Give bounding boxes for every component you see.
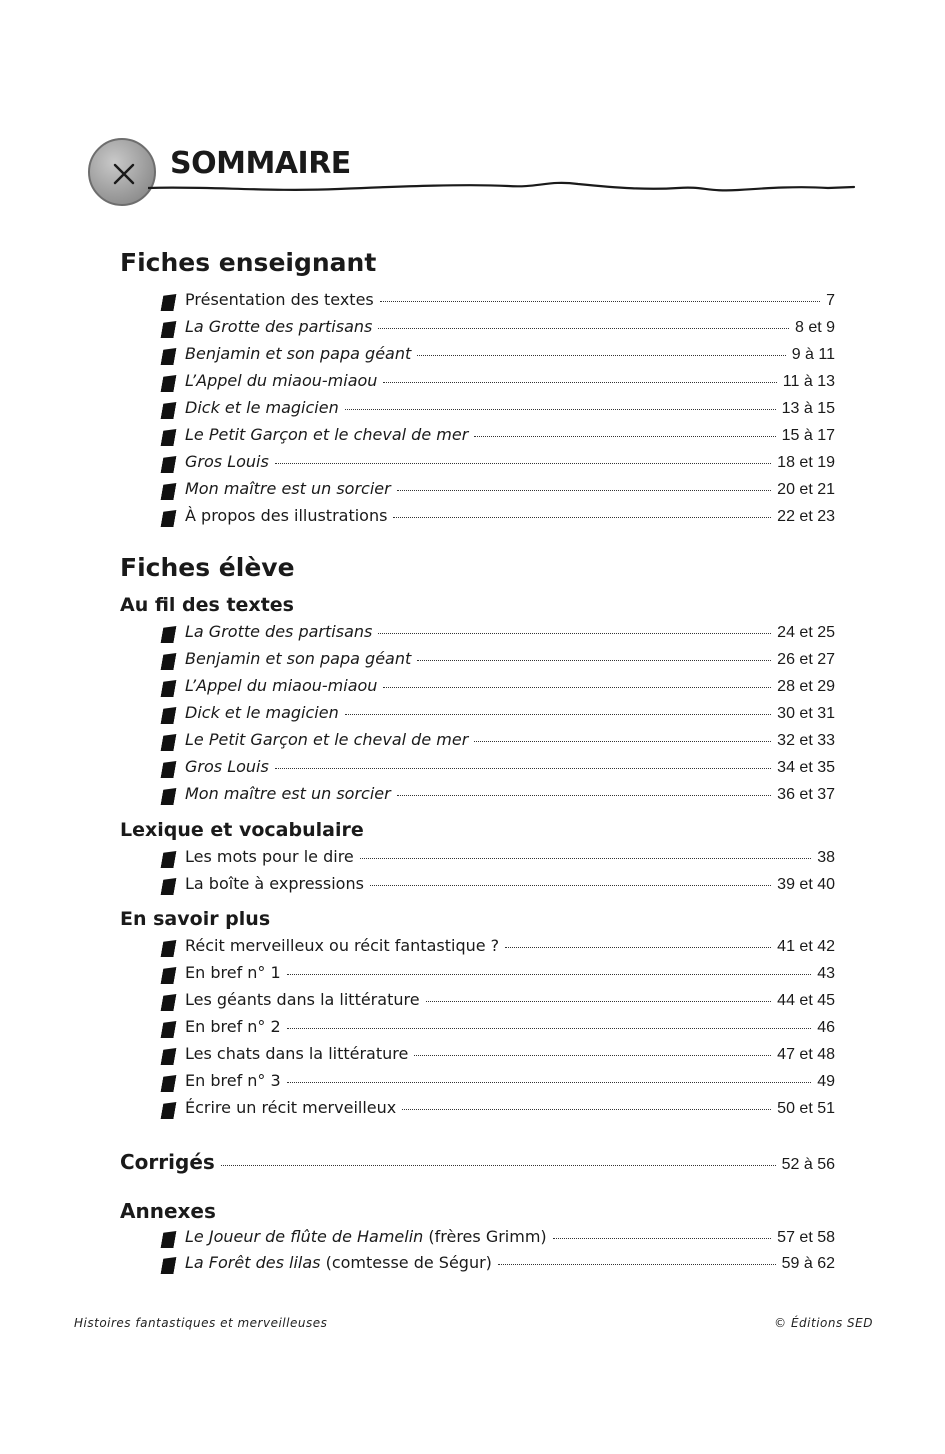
bookmark-bullet-icon [161, 402, 177, 419]
section-title-annexes: Annexes [120, 1199, 216, 1223]
leader-dots [414, 1055, 771, 1056]
toc-entry-label-part: La Forêt des lilas [185, 1253, 321, 1272]
toc-entry[interactable] [162, 703, 835, 727]
toc-entry[interactable] [162, 1044, 835, 1068]
toc-entry[interactable] [162, 1253, 835, 1277]
leader-dots [417, 355, 785, 356]
toc-entry[interactable] [162, 990, 835, 1014]
toc-entry-label-part: Le Petit Garçon et le cheval de mer [185, 425, 469, 444]
toc-entry-label-part: En bref n° 3 [185, 1071, 281, 1090]
toc-entry-corriges[interactable] [120, 1150, 835, 1174]
toc-entry[interactable] [162, 847, 835, 871]
toc-entry-label [185, 730, 468, 749]
toc-entry[interactable] [162, 730, 835, 754]
bookmark-bullet-icon [161, 734, 177, 751]
toc-entry[interactable] [162, 371, 835, 395]
toc-entry[interactable] [162, 317, 835, 341]
toc-entry-label-part: En bref n° 2 [185, 1017, 281, 1036]
leader-dots [360, 858, 811, 859]
toc-entry-page: 32 et 33 [777, 732, 835, 749]
toc-entry-label [185, 1098, 396, 1117]
toc-entry-page: 39 et 40 [777, 876, 835, 893]
toc-entry[interactable] [162, 963, 835, 987]
toc-entry-label [185, 963, 281, 982]
bookmark-bullet-icon [161, 788, 177, 805]
toc-entry-page: 18 et 19 [777, 454, 835, 471]
toc-entry[interactable] [162, 1017, 835, 1041]
toc-entry-page: 20 et 21 [777, 481, 835, 498]
toc-entry[interactable] [162, 757, 835, 781]
toc-entry-page: 38 [817, 849, 835, 866]
toc-entry-label [185, 317, 372, 336]
footer-publisher: © Éditions SED [774, 1316, 873, 1330]
toc-entry-page: 8 et 9 [794, 319, 835, 336]
leader-dots [393, 517, 771, 518]
toc-entry-label [185, 874, 364, 893]
toc-entry-label [185, 506, 387, 525]
leader-dots [498, 1264, 776, 1265]
toc-entry-label [185, 990, 420, 1009]
bookmark-bullet-icon [161, 994, 177, 1011]
toc-entry-label [185, 1044, 408, 1063]
bookmark-bullet-icon [161, 510, 177, 527]
leader-dots [345, 714, 771, 715]
leader-dots [397, 795, 771, 796]
toc-entry-page: 41 et 42 [777, 938, 835, 955]
leader-dots [402, 1109, 771, 1110]
leader-dots [378, 633, 771, 634]
toc-entry-label-part: Mon maître est un sorcier [185, 784, 391, 803]
leader-dots [505, 947, 771, 948]
toc-entry-page: 26 et 27 [777, 651, 835, 668]
leader-dots [383, 687, 771, 688]
toc-entry-page: 43 [817, 965, 835, 982]
section-title-fiches-eleve: Fiches élève [120, 553, 295, 582]
bookmark-bullet-icon [161, 967, 177, 984]
toc-entry[interactable] [162, 290, 835, 314]
toc-entry-label [185, 622, 372, 641]
bookmark-bullet-icon [161, 653, 177, 670]
bookmark-bullet-icon [161, 294, 177, 311]
toc-entry-page: 7 [826, 292, 835, 309]
toc-entry-label [185, 371, 377, 390]
toc-entry-page: 24 et 25 [777, 624, 835, 641]
section-title-fiches-enseignant: Fiches enseignant [120, 248, 377, 277]
toc-entry-page: 28 et 29 [777, 678, 835, 695]
toc-entry-page: 9 à 11 [791, 346, 835, 363]
bookmark-bullet-icon [161, 321, 177, 338]
header-badge [88, 138, 156, 206]
subsection-title-lexique: Lexique et vocabulaire [120, 819, 364, 841]
bookmark-bullet-icon [161, 626, 177, 643]
bookmark-bullet-icon [161, 1231, 177, 1248]
bookmark-bullet-icon [161, 1102, 177, 1119]
leader-dots [378, 328, 789, 329]
toc-entry-label-part: Récit merveilleux ou récit fantastique ? [185, 936, 500, 955]
leader-dots [275, 463, 771, 464]
leader-dots [221, 1165, 776, 1166]
toc-entry-label-part: Benjamin et son papa géant [185, 344, 412, 363]
toc-entry-page: 11 à 13 [782, 373, 835, 390]
leader-dots [474, 436, 775, 437]
toc-entry-label-part: (frères Grimm) [423, 1227, 547, 1246]
toc-entry-label [185, 784, 391, 803]
header-underline [148, 176, 858, 200]
leader-dots [426, 1001, 772, 1002]
toc-entry-label-part: Le Petit Garçon et le cheval de mer [185, 730, 469, 749]
toc-entry-label [185, 847, 354, 866]
toc-entry-label [185, 703, 339, 722]
bookmark-bullet-icon [161, 1075, 177, 1092]
bookmark-bullet-icon [161, 348, 177, 365]
toc-entry-label-part: Dick et le magicien [185, 398, 339, 417]
toc-entry[interactable] [162, 622, 835, 646]
bookmark-bullet-icon [161, 940, 177, 957]
bookmark-bullet-icon [161, 761, 177, 778]
toc-entry-label-part: Benjamin et son papa géant [185, 649, 412, 668]
leader-dots [397, 490, 771, 491]
toc-entry-label-part: Dick et le magicien [185, 703, 339, 722]
header [88, 138, 868, 218]
toc-entry-label-part: Les géants dans la littérature [185, 990, 420, 1009]
page-title: SOMMAIRE [170, 146, 351, 181]
toc-entry-label [185, 757, 269, 776]
toc-entry-page: 30 et 31 [777, 705, 835, 722]
toc-entry-label [185, 344, 411, 363]
close-x-icon [110, 160, 138, 188]
bookmark-bullet-icon [161, 851, 177, 868]
bookmark-bullet-icon [161, 878, 177, 895]
toc-entry-label [185, 1227, 547, 1246]
toc-entry[interactable] [162, 344, 835, 368]
toc-entry-label-part: La Grotte des partisans [185, 622, 373, 641]
toc-entry-page: 59 à 62 [781, 1255, 835, 1272]
toc-entry-label-part: La boîte à expressions [185, 874, 364, 893]
bookmark-bullet-icon [161, 429, 177, 446]
leader-dots [275, 768, 771, 769]
toc-entry-label-part: Les mots pour le dire [185, 847, 354, 866]
corriges-page: 52 à 56 [781, 1156, 835, 1173]
bookmark-bullet-icon [161, 707, 177, 724]
bookmark-bullet-icon [161, 1021, 177, 1038]
toc-entry-label-part: Gros Louis [185, 452, 269, 471]
footer-book-title: Histoires fantastiques et merveilleuses [74, 1316, 328, 1330]
toc-entry-label [185, 452, 269, 471]
toc-entry[interactable] [162, 676, 835, 700]
toc-entry-label-part: Écrire un récit merveilleux [185, 1098, 397, 1117]
toc-entry-page: 34 et 35 [777, 759, 835, 776]
toc-entry-label [185, 1071, 281, 1090]
leader-dots [553, 1238, 772, 1239]
toc-entry-label-part: La Grotte des partisans [185, 317, 373, 336]
toc-entry-page: 13 à 15 [781, 400, 835, 417]
toc-entry-label-part: Mon maître est un sorcier [185, 479, 391, 498]
toc-entry-page: 46 [817, 1019, 835, 1036]
toc-entry[interactable] [162, 1227, 835, 1251]
toc-entry-label [185, 479, 391, 498]
leader-dots [287, 974, 812, 975]
toc-entry-page: 15 à 17 [781, 427, 835, 444]
leader-dots [370, 885, 771, 886]
bookmark-bullet-icon [161, 1048, 177, 1065]
toc-entry-label [185, 649, 411, 668]
toc-entry-label-part: Les chats dans la littérature [185, 1044, 409, 1063]
toc-entry-label [185, 936, 499, 955]
leader-dots [287, 1082, 812, 1083]
leader-dots [345, 409, 776, 410]
toc-entry[interactable] [162, 1098, 835, 1122]
toc-entry-label [185, 1017, 281, 1036]
toc-entry-page: 22 et 23 [777, 508, 835, 525]
bookmark-bullet-icon [161, 483, 177, 500]
toc-entry-label-part: Gros Louis [185, 757, 269, 776]
toc-entry[interactable] [162, 479, 835, 503]
bookmark-bullet-icon [161, 375, 177, 392]
toc-entry-label-part: L’Appel du miaou-miaou [185, 676, 378, 695]
toc-entry[interactable] [162, 398, 835, 422]
toc-entry[interactable] [162, 936, 835, 960]
toc-entry-label-part: Le Joueur de flûte de Hamelin [185, 1227, 424, 1246]
toc-entry[interactable] [162, 506, 835, 530]
subsection-title-au-fil-des-textes: Au fil des textes [120, 594, 294, 616]
toc-entry-page: 50 et 51 [777, 1100, 835, 1117]
leader-dots [417, 660, 771, 661]
toc-entry-label-part: L’Appel du miaou-miaou [185, 371, 378, 390]
toc-entry-label [185, 290, 374, 309]
corriges-label: Corrigés [120, 1150, 215, 1174]
toc-entry-label [185, 398, 339, 417]
toc-entry[interactable] [162, 784, 835, 808]
toc-entry-page: 47 et 48 [777, 1046, 835, 1063]
toc-entry-label [185, 425, 468, 444]
bookmark-bullet-icon [161, 680, 177, 697]
toc-entry-label-part: Présentation des textes [185, 290, 374, 309]
bookmark-bullet-icon [161, 1257, 177, 1274]
toc-entry-label [185, 1253, 492, 1272]
toc-entry-label-part: À propos des illustrations [185, 506, 388, 525]
bookmark-bullet-icon [161, 456, 177, 473]
toc-entry-page: 44 et 45 [777, 992, 835, 1009]
toc-entry-page: 49 [817, 1073, 835, 1090]
leader-dots [383, 382, 776, 383]
toc-entry[interactable] [162, 874, 835, 898]
toc-entry-label-part: En bref n° 1 [185, 963, 281, 982]
toc-entry-label-part: (comtesse de Ségur) [320, 1253, 492, 1272]
toc-entry[interactable] [162, 1071, 835, 1095]
toc-entry[interactable] [162, 649, 835, 673]
toc-entry-label [185, 676, 377, 695]
toc-entry[interactable] [162, 425, 835, 449]
toc-entry-page: 36 et 37 [777, 786, 835, 803]
leader-dots [474, 741, 771, 742]
leader-dots [287, 1028, 812, 1029]
leader-dots [380, 301, 820, 302]
toc-entry-page: 57 et 58 [777, 1229, 835, 1246]
toc-entry[interactable] [162, 452, 835, 476]
subsection-title-en-savoir-plus: En savoir plus [120, 908, 271, 930]
